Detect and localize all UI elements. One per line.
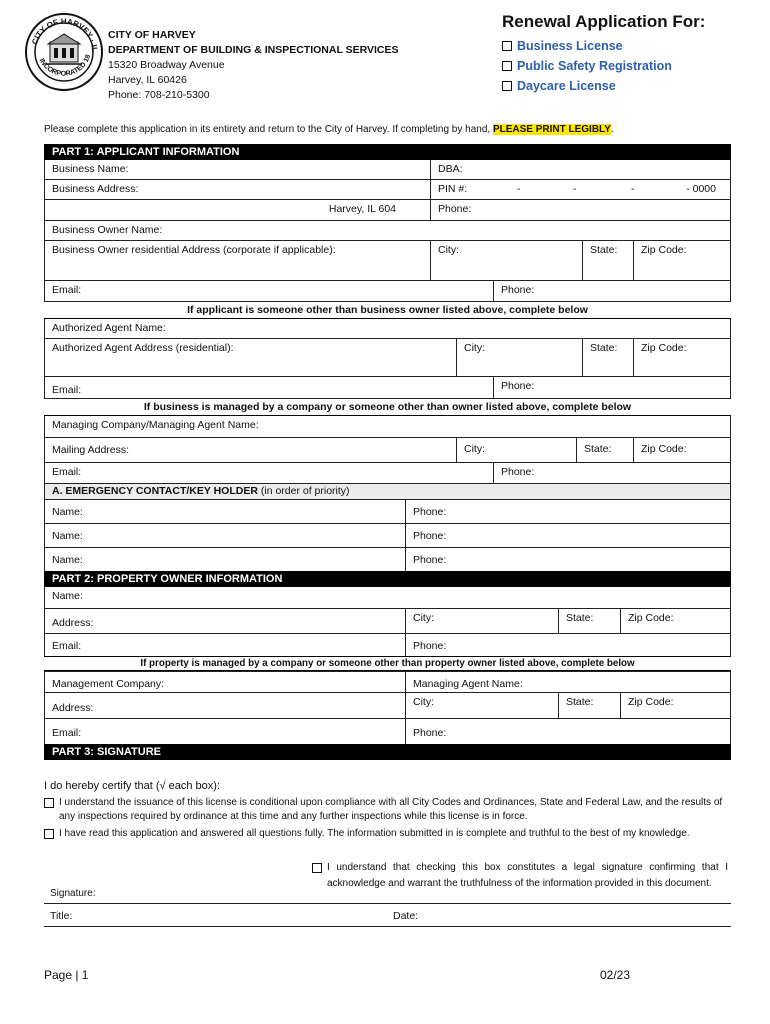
option-daycare-license[interactable]: Daycare License: [502, 76, 705, 96]
agent-banner: If applicant is someone other than business owner listed above, complete below: [44, 302, 731, 319]
part2-header: PART 2: PROPERTY OWNER INFORMATION: [44, 571, 731, 587]
property-address-field[interactable]: Address:: [45, 609, 406, 633]
checkbox[interactable]: [312, 863, 322, 873]
emergency-phone-2[interactable]: Phone:: [413, 530, 447, 542]
checkbox[interactable]: [502, 61, 512, 71]
mgmt-banner: If business is managed by a company or someone other than owner listed above, complete below: [44, 399, 731, 416]
svg-text:CITY OF HARVEY · IL: CITY OF HARVEY · IL: [30, 16, 100, 53]
emergency-phone-1[interactable]: Phone:: [413, 506, 447, 518]
option-business-license[interactable]: Business License: [502, 36, 705, 56]
mgmt-state-field[interactable]: State:: [577, 438, 634, 462]
agent-phone-field[interactable]: Phone:: [501, 380, 535, 392]
page-number: Page | 1: [44, 968, 89, 982]
business-city-field[interactable]: Harvey, IL 604: [45, 200, 431, 220]
certify-item-compliance[interactable]: I understand the issuance of this license is conditional upon compliance with all City Codes and Ordinances, State and Federal Law, and the results of any inspections required by ordinance at this time and any further inspections while this license is in force.: [44, 796, 744, 824]
dba-field[interactable]: DBA:: [438, 163, 463, 175]
mgmt-address-field[interactable]: Address:: [45, 693, 406, 718]
business-address-field[interactable]: Business Address:: [45, 180, 431, 199]
managing-agent-name-field-2[interactable]: Managing Agent Name:: [413, 678, 523, 690]
certification-section: [44, 780, 744, 844]
managing-agent-name-field[interactable]: Managing Company/Managing Agent Name:: [52, 419, 259, 431]
owner-zip-field[interactable]: Zip Code:: [641, 244, 687, 256]
certify-item-truthful[interactable]: I have read this application and answered all questions fully. The information submitted in is complete and truthful to the best of my knowledge.: [44, 827, 744, 841]
title-date-line[interactable]: [44, 926, 731, 927]
legal-signature-checkbox[interactable]: I understand that checking this box constitutes a legal signature confirming that I acknowledge and warrant the truthfulness of the information provided in this document.: [312, 860, 728, 892]
management-company-field[interactable]: Management Company:: [45, 672, 406, 692]
part3-header: PART 3: SIGNATURE: [44, 744, 731, 760]
property-phone-field[interactable]: Phone:: [413, 640, 447, 652]
mgmt-city-field-2[interactable]: City:: [406, 693, 559, 718]
owner-phone-field[interactable]: Phone:: [501, 284, 535, 296]
renewal-type-section: [502, 12, 705, 96]
option-public-safety[interactable]: Public Safety Registration: [502, 56, 705, 76]
renewal-title: Renewal Application For:: [502, 12, 706, 31]
mgmt-state-field-2[interactable]: State:: [559, 693, 621, 718]
owner-name-field[interactable]: Business Owner Name:: [52, 224, 163, 236]
mailing-address-field[interactable]: Mailing Address:: [45, 438, 457, 462]
owner-email-field[interactable]: Email:: [45, 281, 494, 301]
mgmt-phone-field[interactable]: Phone:: [501, 466, 535, 478]
title-label: Title:: [50, 910, 73, 922]
agent-email-field[interactable]: Email:: [45, 377, 494, 398]
application-form: [44, 144, 731, 760]
business-name-field[interactable]: Business Name:: [45, 160, 431, 179]
emergency-name-3[interactable]: Name:: [45, 548, 406, 571]
mgmt-email-field[interactable]: Email:: [45, 463, 494, 483]
property-city-field[interactable]: City:: [406, 609, 559, 633]
owner-address-field[interactable]: Business Owner residential Address (corporate if applicable):: [45, 241, 431, 280]
signature-line[interactable]: [44, 903, 731, 904]
property-mgmt-banner: If property is managed by a company or someone other than property owner listed above, complete below: [44, 656, 731, 671]
pin-field[interactable]: PIN #: - - - - 0000: [438, 183, 716, 195]
agent-address-field[interactable]: Authorized Agent Address (residential):: [45, 339, 457, 376]
revision-date: 02/23: [600, 968, 631, 982]
business-phone-field[interactable]: Phone:: [438, 203, 472, 215]
emergency-name-1[interactable]: Name:: [45, 500, 406, 523]
certify-lead: I do hereby certify that (√ each box):: [44, 780, 221, 792]
mgmt-email-field-2[interactable]: Email:: [45, 719, 406, 744]
owner-state-field[interactable]: State:: [583, 241, 634, 280]
mgmt-zip-field-2[interactable]: Zip Code:: [628, 696, 674, 708]
checkbox[interactable]: [44, 798, 54, 808]
agent-city-field[interactable]: City:: [457, 339, 583, 376]
mgmt-city-field[interactable]: City:: [457, 438, 577, 462]
agent-state-field[interactable]: State:: [583, 339, 634, 376]
dept-phone: Phone: 708-210-5300: [108, 89, 210, 101]
instructions: Please complete this application in its entirety and return to the City of Harvey. If completing by hand, PLEASE PRINT LEGIBLY.: [44, 124, 614, 135]
property-state-field[interactable]: State:: [559, 609, 621, 633]
emergency-phone-3[interactable]: Phone:: [413, 554, 447, 566]
mgmt-phone-field-2[interactable]: Phone:: [413, 727, 447, 739]
department-info: [108, 28, 399, 103]
svg-text:INCORPORATED 1891: INCORPORATED 18: [37, 53, 93, 78]
agent-name-field[interactable]: Authorized Agent Name:: [52, 322, 166, 334]
checkbox[interactable]: [502, 81, 512, 91]
property-email-field[interactable]: Email:: [45, 634, 406, 656]
property-owner-name-field[interactable]: Name:: [52, 590, 83, 602]
checkbox[interactable]: [44, 829, 54, 839]
city-name: CITY OF HARVEY: [108, 29, 196, 41]
emergency-name-2[interactable]: Name:: [45, 524, 406, 547]
department-name: DEPARTMENT OF BUILDING & INSPECTIONAL SERVICES: [108, 44, 399, 56]
signature-label: Signature:: [50, 888, 96, 899]
part1-header: PART 1: APPLICANT INFORMATION: [44, 144, 731, 160]
city-seal-logo: [24, 12, 104, 92]
emergency-header: A. EMERGENCY CONTACT/KEY HOLDER (in order of priority): [44, 483, 731, 500]
street-address: 15320 Broadway Avenue: [108, 59, 225, 71]
mgmt-zip-field[interactable]: Zip Code:: [641, 443, 687, 455]
print-legibly: PLEASE PRINT LEGIBLY: [492, 124, 611, 135]
checkbox[interactable]: [502, 41, 512, 51]
owner-city-field[interactable]: City:: [431, 241, 583, 280]
agent-zip-field[interactable]: Zip Code:: [641, 342, 687, 354]
date-label: Date:: [393, 910, 419, 922]
city-state-zip: Harvey, IL 60426: [108, 74, 187, 86]
property-zip-field[interactable]: Zip Code:: [628, 612, 674, 624]
